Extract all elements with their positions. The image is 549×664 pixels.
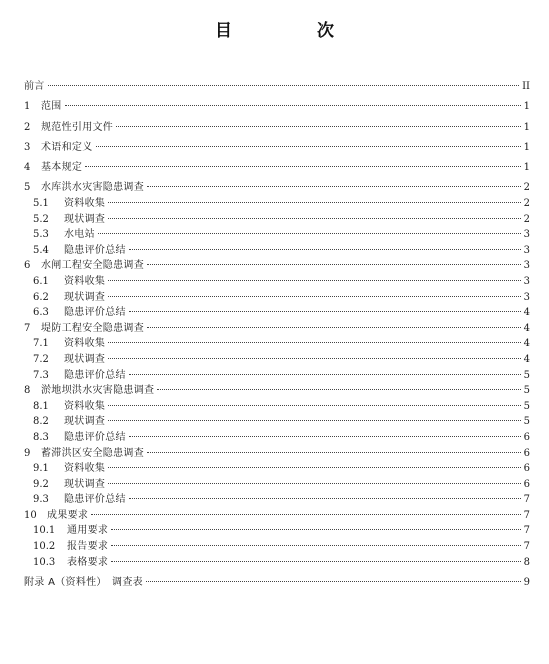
- dot-leader: [147, 264, 521, 265]
- dot-leader: [108, 296, 520, 297]
- toc-entry[interactable]: [24, 99, 530, 115]
- toc-entry-page: 5: [523, 369, 530, 381]
- toc-entry-number: 1: [24, 101, 31, 113]
- toc-subentry[interactable]: [24, 461, 530, 477]
- dot-leader: [108, 467, 520, 468]
- toc-entry-label: 现状调查: [64, 478, 106, 490]
- toc-entry-page: 9: [523, 576, 530, 588]
- toc-entry-label: 资料收集: [64, 463, 106, 475]
- toc-entry-number: 10.1: [33, 525, 56, 537]
- toc-entry-label: 通用要求: [67, 525, 109, 537]
- dot-leader: [48, 85, 519, 86]
- dot-leader: [108, 405, 520, 406]
- toc-entry-page: 4: [523, 353, 530, 365]
- toc-entry-number: 8: [24, 385, 31, 397]
- toc-entry-page: 7: [523, 509, 530, 521]
- toc-subentry[interactable]: [24, 539, 530, 555]
- toc-entry[interactable]: [24, 79, 530, 95]
- toc-entry-page: 4: [523, 322, 530, 334]
- toc-entry-number: 5.4: [33, 244, 49, 256]
- toc-entry-label: 成果要求: [47, 509, 89, 521]
- toc-entry-label: 表格要求: [67, 556, 109, 568]
- toc-entry-label: 隐患评价总结: [64, 494, 126, 506]
- toc-entry-page: 5: [523, 400, 530, 412]
- dot-leader: [65, 105, 521, 106]
- toc-entry-number: 10.2: [33, 541, 56, 553]
- toc-entry-label: 现状调查: [64, 291, 106, 303]
- toc-entry-label: 现状调查: [64, 353, 106, 365]
- toc-entry[interactable]: [24, 446, 530, 462]
- toc-entry-page: 3: [523, 291, 530, 303]
- toc-subentry[interactable]: [24, 477, 530, 493]
- toc-subentry[interactable]: [24, 352, 530, 368]
- toc-subentry[interactable]: [24, 336, 530, 352]
- toc-entry-label: 隐患评价总结: [64, 307, 126, 319]
- toc-subentry[interactable]: [24, 430, 530, 446]
- toc-entry-number: 5.3: [33, 229, 49, 241]
- toc-entry-number: 10.3: [33, 556, 56, 568]
- toc-entry-page: 2: [523, 213, 530, 225]
- toc-entry-page: 7: [523, 494, 530, 506]
- toc-entry-page: 4: [523, 307, 530, 319]
- dot-leader: [108, 342, 520, 343]
- toc-entry-page: 3: [523, 275, 530, 287]
- toc-entry-page: II: [522, 81, 530, 92]
- toc-entry-page: 5: [523, 416, 530, 428]
- toc-entry-page: 1: [523, 162, 530, 174]
- toc-entry-label: 资料收集: [64, 198, 106, 209]
- toc-entry-label: 范围: [41, 101, 62, 113]
- toc-entry[interactable]: [24, 160, 530, 176]
- toc-entry-number: 5.2: [33, 213, 49, 225]
- toc-entry-number: 6.3: [33, 307, 49, 319]
- dot-leader: [147, 452, 521, 453]
- toc-entry-page: 8: [523, 556, 530, 568]
- toc-subentry[interactable]: [24, 196, 530, 212]
- toc-subentry[interactable]: [24, 414, 530, 430]
- toc-entry-number: 9.2: [33, 478, 49, 490]
- toc-entry-page: 6: [523, 478, 530, 490]
- toc-entry[interactable]: [24, 258, 530, 274]
- toc-entry-label: 堤防工程安全隐患调查: [41, 322, 144, 334]
- toc-entry-label: 基本规定: [41, 162, 83, 174]
- toc-entry-number: 9.3: [33, 494, 49, 506]
- toc-entry-label: 隐患评价总结: [64, 431, 126, 443]
- toc-subentry[interactable]: [24, 227, 530, 243]
- toc-entry-page: 2: [523, 182, 530, 194]
- dot-leader: [108, 483, 520, 484]
- toc-entry[interactable]: [24, 321, 530, 337]
- toc-entry[interactable]: [24, 180, 530, 196]
- toc-entry-number: 3: [24, 141, 31, 153]
- toc-subentry[interactable]: [24, 399, 530, 415]
- toc-subentry[interactable]: [24, 523, 530, 539]
- toc-entry-label: 资料收集: [64, 275, 106, 287]
- toc-entry-number: 6: [24, 260, 31, 272]
- toc-entry-page: 4: [523, 338, 530, 350]
- toc-entry-appendix[interactable]: [24, 575, 530, 591]
- dot-leader: [129, 311, 521, 312]
- toc-entry-label: 水闸工程安全隐患调查: [41, 260, 144, 272]
- toc-entry-page: 6: [523, 431, 530, 443]
- dot-leader: [108, 358, 520, 359]
- toc-entry-label: 隐患评价总结: [64, 369, 126, 381]
- dot-leader: [129, 374, 521, 375]
- dot-leader: [91, 514, 520, 515]
- toc-entry-label: 蓄滞洪区安全隐患调查: [41, 447, 144, 459]
- toc-entry-number: 10: [24, 509, 37, 521]
- toc-entry-page: 6: [523, 463, 530, 475]
- dot-leader: [111, 561, 520, 562]
- table-of-contents: [24, 79, 530, 591]
- dot-leader: [116, 126, 521, 127]
- toc-entry[interactable]: [24, 120, 530, 136]
- dot-leader: [111, 529, 520, 530]
- toc-entry-label: 现状调查: [64, 213, 106, 225]
- toc-entry-page: 1: [523, 101, 530, 113]
- toc-entry-page: 3: [523, 229, 530, 241]
- toc-entry-number: 5: [24, 182, 31, 194]
- toc-entry-page: 1: [523, 141, 530, 153]
- toc-entry-label: 淤地坝洪水灾害隐患调查: [41, 385, 155, 397]
- toc-entry-label: 资料收集: [64, 400, 106, 412]
- dot-leader: [108, 420, 520, 421]
- toc-entry-page: 3: [523, 260, 530, 272]
- toc-subentry[interactable]: [24, 368, 530, 384]
- toc-entry-number: 5.1: [33, 198, 49, 209]
- dot-leader: [111, 545, 520, 546]
- toc-entry[interactable]: [24, 140, 530, 156]
- toc-entry-number: 4: [24, 162, 31, 174]
- dot-leader: [96, 146, 521, 147]
- dot-leader: [129, 436, 521, 437]
- dot-leader: [147, 327, 521, 328]
- dot-leader: [129, 249, 521, 250]
- toc-entry[interactable]: [24, 383, 530, 399]
- toc-entry-label: 报告要求: [67, 541, 109, 553]
- toc-entry-page: 5: [523, 385, 530, 397]
- toc-subentry[interactable]: [24, 290, 530, 306]
- toc-entry-page: 1: [523, 121, 530, 133]
- toc-entry-label: 规范性引用文件: [41, 121, 114, 133]
- toc-entry-label: 水电站: [64, 229, 95, 241]
- toc-entry-page: 6: [523, 447, 530, 459]
- toc-entry-label: 现状调查: [64, 416, 106, 428]
- toc-subentry[interactable]: [24, 243, 530, 259]
- dot-leader: [108, 218, 520, 219]
- toc-entry-label: 前言: [24, 81, 45, 92]
- toc-subentry[interactable]: [24, 274, 530, 290]
- dot-leader: [108, 202, 520, 203]
- toc-entry-number: 7.3: [33, 369, 49, 381]
- toc-entry-page: 7: [523, 525, 530, 537]
- toc-entry-number: 6.2: [33, 291, 49, 303]
- dot-leader: [85, 166, 520, 167]
- toc-subentry[interactable]: [24, 305, 530, 321]
- toc-entry-page: 2: [523, 198, 530, 209]
- dot-leader: [98, 233, 521, 234]
- toc-entry-label: 水库洪水灾害隐患调查: [41, 182, 144, 194]
- dot-leader: [157, 389, 520, 390]
- page-title: 目 次: [215, 21, 368, 41]
- toc-entry-number: 8.1: [33, 400, 49, 412]
- toc-entry-label: 术语和定义: [41, 141, 93, 153]
- toc-entry-label: 隐患评价总结: [64, 244, 126, 256]
- toc-entry-number: 8.2: [33, 416, 49, 428]
- toc-entry-label: 资料收集: [64, 338, 106, 350]
- toc-entry-number: 7.2: [33, 353, 49, 365]
- toc-subentry[interactable]: [24, 212, 530, 228]
- toc-entry-number: 7.1: [33, 338, 49, 350]
- toc-entry-number: 2: [24, 121, 31, 133]
- toc-entry-page: 3: [523, 244, 530, 256]
- dot-leader: [129, 498, 521, 499]
- toc-subentry[interactable]: [24, 555, 530, 571]
- toc-entry-page: 7: [523, 541, 530, 553]
- toc-entry-number: 8.3: [33, 431, 49, 443]
- toc-entry-number: 9: [24, 447, 31, 459]
- toc-entry[interactable]: [24, 508, 530, 524]
- dot-leader: [146, 581, 521, 582]
- dot-leader: [108, 280, 520, 281]
- toc-entry-number: 7: [24, 322, 31, 334]
- dot-leader: [147, 186, 521, 187]
- toc-subentry[interactable]: [24, 492, 530, 508]
- toc-entry-number: 6.1: [33, 275, 49, 287]
- toc-entry-label: 附录 A（资料性） 调查表: [24, 576, 143, 588]
- toc-entry-number: 9.1: [33, 463, 49, 475]
